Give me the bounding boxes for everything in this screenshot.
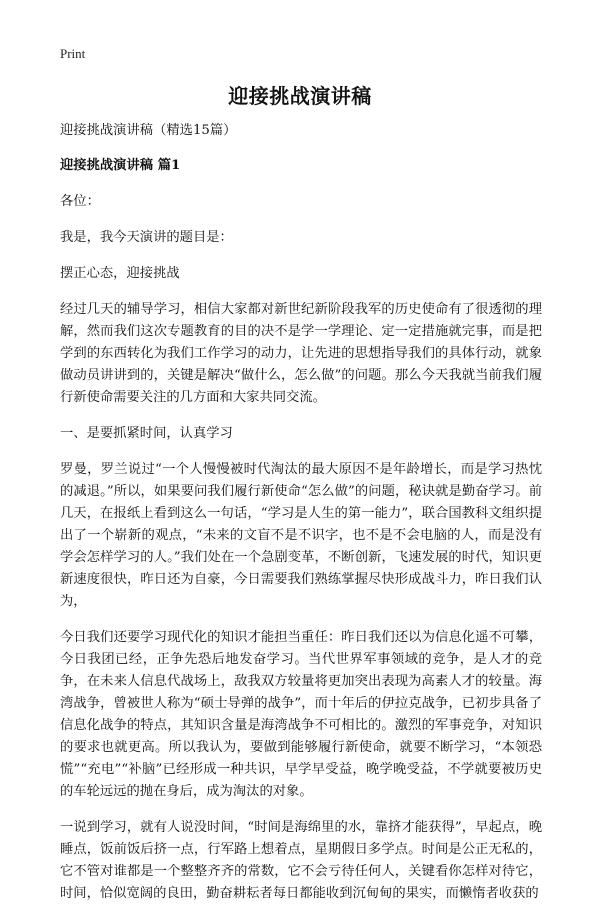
- section-heading: 迎接挑战演讲稿 篇1: [60, 158, 181, 173]
- paragraph-intro: 我是，我今天演讲的题目是：: [60, 230, 233, 245]
- document-subtitle: 迎接挑战演讲稿（精选15篇）: [60, 123, 237, 138]
- paragraph-body: 今日我们还要学习现代化的知识才能担当重任：昨日我们还以为信息化遥不可攀，今日我团已经，正争先恐后地发奋学习。当代世界军事领域的竞争，是人才的竞争，在未来人信息代战场上，敌我双方较量将更加突出表现为高素人才的较量。海湾战争，曾被世人称为“硕士导弹的战争”，而十年后的伊拉克战争，已初步具备了信息化战争的特点，其知识含量是海湾战争不可相比的。激烈的军事竞争，对知识的要求也就更高。所以我认为，要做到能够履行新使命，就要不断学习，“本领恐慌”“充电”“补脑”已经形成一种共识，早学早受益，晚学晚受益，不学就要被历史的车轮远远的抛在身后，成为淘汰的对象。: [60, 630, 542, 799]
- paragraph-salutation: 各位：: [60, 194, 100, 209]
- paragraph-point-heading: 一、是要抓紧时间，认真学习: [60, 426, 233, 441]
- paragraph-topic: 摆正心态，迎接挑战: [60, 266, 180, 281]
- print-link[interactable]: Print: [60, 46, 86, 61]
- paragraph-body: 一说到学习，就有人说没时间，“时间是海绵里的水，靠挤才能获得”，早起点，晚睡点，饭前饭后挤一点，行军路上想着点，星期假日多学点。时间是公正无私的，它不管对谁都是一个整整齐齐的常数，它不会亏待任何人，关键看你怎样对待它，时间，恰似宽阔的良田，勤奋耕耘者每日都能收到沉甸甸的果实，而懒惰者收获的: [60, 820, 542, 901]
- document-body: [60, 120, 542, 919]
- page-title: 迎接挑战演讲稿: [228, 84, 372, 108]
- paragraph-body: 罗曼，罗兰说过“一个人慢慢被时代淘汰的最大原因不是年龄增长，而是学习热忱的减退。”所以，如果要问我们履行新使命“怎么做”的问题，秘诀就是勤奋学习。前几天，在报纸上看到这么一句话，“学习是人生的第一能力”，联合国教科文组织提出了一个崭新的观点，“未来的文盲不是不识字，也不是不会电脑的人，而是没有学会怎样学习的人。”我们处在一个急剧变革，不断创新，飞速发展的时代，知识更新速度很快，昨日还为自豪，今日需要我们熟练掌握尽快形成战斗力，昨日我们认为，: [60, 462, 542, 609]
- paragraph-body: 经过几天的辅导学习，相信大家都对新世纪新阶段我军的历史使命有了很透彻的理解，然而我们这次专题教育的目的决不是学一学理论、定一定措施就完事，而是把学到的东西转化为我们工作学习的动力，让先进的思想指导我们的具体行动，就象做动员讲讲到的，关键是解决“做什么，怎么做”的问题。那么今天我就当前我们履行新使命需要关注的几方面和大家共同交流。: [60, 302, 542, 405]
